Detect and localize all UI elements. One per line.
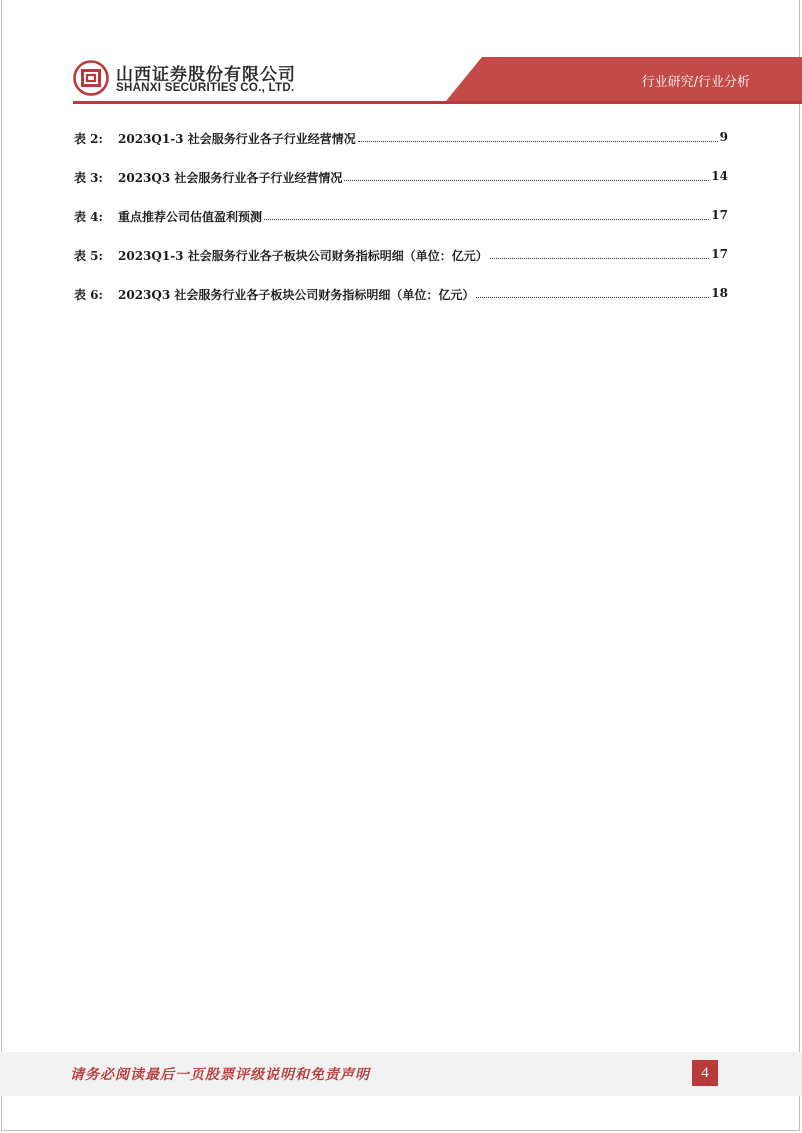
- toc-entry-page: 17: [711, 208, 728, 222]
- toc-entry[interactable]: [74, 208, 728, 247]
- toc-leader-dots: [264, 208, 709, 220]
- toc-entry[interactable]: [74, 247, 728, 286]
- toc-entry-title: 重点推荐公司估值盈利预测: [118, 210, 263, 224]
- table-of-contents: [74, 130, 728, 325]
- toc-entry-title: 2023Q1-3 社会服务行业各子行业经营情况: [118, 132, 356, 146]
- page-number: 4: [692, 1060, 718, 1086]
- toc-entry-label: 表 5:: [74, 249, 103, 263]
- header-divider: [73, 101, 802, 104]
- toc-entry-page: 18: [711, 286, 728, 300]
- toc-leader-dots: [476, 286, 709, 298]
- toc-entry-page: 14: [711, 169, 728, 183]
- report-category: 行业研究/行业分析: [641, 75, 750, 90]
- toc-entry[interactable]: [74, 130, 728, 169]
- shanxi-securities-logo-icon: [73, 60, 109, 96]
- brand-name-en: SHANXI SECURITIES CO., LTD.: [116, 82, 295, 94]
- toc-entry-label: 表 4:: [74, 210, 103, 224]
- toc-entry-page: 9: [719, 130, 728, 144]
- toc-entry-label: 表 6:: [74, 288, 103, 302]
- toc-entry-label: 表 2:: [74, 132, 103, 146]
- toc-leader-dots: [358, 130, 718, 142]
- toc-entry[interactable]: [74, 169, 728, 208]
- toc-entry[interactable]: [74, 286, 728, 325]
- toc-leader-dots: [490, 247, 710, 259]
- toc-entry-page: 17: [711, 247, 728, 261]
- toc-entry-title: 2023Q1-3 社会服务行业各子板块公司财务指标明细（单位：亿元）: [118, 249, 488, 263]
- toc-leader-dots: [344, 169, 709, 181]
- toc-entry-title: 2023Q3 社会服务行业各子行业经营情况: [118, 171, 343, 185]
- page-header: [0, 0, 802, 110]
- toc-entry-label: 表 3:: [74, 171, 103, 185]
- brand-name-cn: 山西证券股份有限公司: [116, 65, 296, 85]
- toc-entry-title: 2023Q3 社会服务行业各子板块公司财务指标明细（单位：亿元）: [118, 288, 475, 302]
- footer-disclaimer: 请务必阅读最后一页股票评级说明和免责声明: [70, 1067, 370, 1083]
